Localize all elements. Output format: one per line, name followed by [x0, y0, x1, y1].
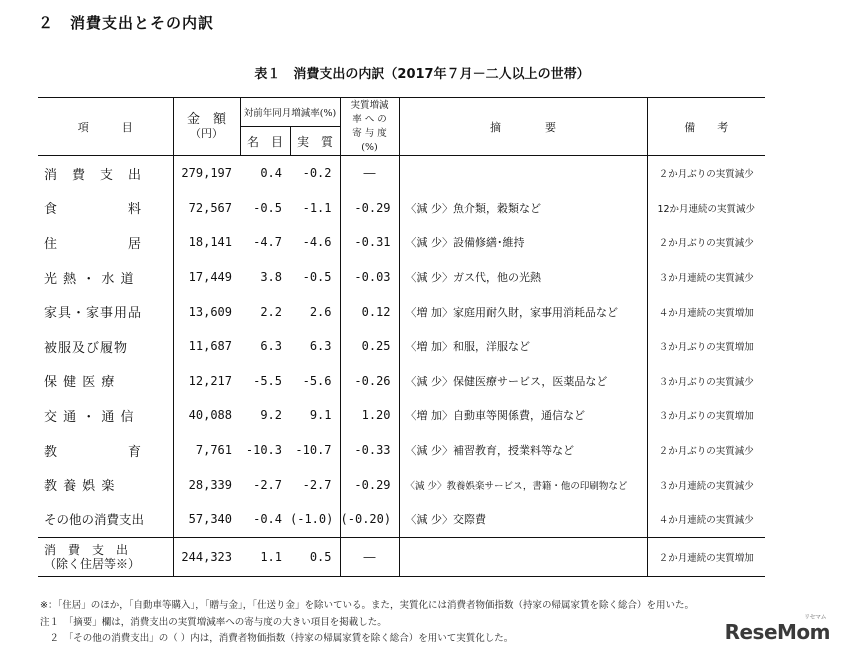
footer-summary [399, 537, 647, 576]
row-contribution: -0.31 [340, 225, 399, 260]
row-real: -5.6 [302, 373, 332, 388]
row-remarks: ３か月ぶりの実質増加 [647, 329, 765, 364]
table-caption: 表１ 消費支出の内訳（2017年７月－二人以上の世帯） [254, 67, 590, 82]
row-item: 交 通 ・ 通 信 [44, 409, 135, 425]
row-nominal: 3.8 [260, 270, 282, 285]
row-nominal: 9.2 [260, 408, 282, 423]
row-remarks: ３か月連続の実質減少 [647, 260, 765, 295]
footer-item: 消 費 支 出 （除く住居等※） [44, 542, 141, 571]
consumption-table [38, 97, 765, 577]
row-item: 保 健 医 療 [44, 375, 116, 391]
footer-nominal: 1.1 [260, 549, 282, 564]
row-summary: 〈減 少〉保健医療サービス，医薬品など [399, 364, 647, 399]
row-real: -4.6 [302, 235, 332, 250]
row-contribution: -0.29 [340, 191, 399, 226]
row-item: 教 育 [44, 444, 143, 460]
table-row [38, 467, 765, 502]
table-row [38, 364, 765, 399]
note-asterisk: ※：「住居」のほか，「自動車等購入」，「贈与金」，「仕送り金」を除いている。また，実質化には消費者物価指数（持家の帰属家賃を除く総合）を用いた。 [40, 600, 694, 611]
row-item: 光 熱 ・ 水 道 [44, 271, 135, 287]
row-remarks: ２か月ぶりの実質減少 [647, 433, 765, 468]
footer-remarks: ２か月連続の実質増加 [647, 537, 765, 576]
row-amount: 12,217 [173, 364, 240, 399]
row-real: -0.2 [302, 166, 332, 181]
row-remarks: 12か月連続の実質減少 [647, 191, 765, 226]
row-amount: 11,687 [173, 329, 240, 364]
header-nominal: 名 目 [240, 127, 290, 156]
row-remarks: ３か月ぶりの実質減少 [647, 364, 765, 399]
logo-text: ReseMom [724, 620, 830, 644]
row-contribution: 0.12 [340, 294, 399, 329]
row-nominal: -10.3 [245, 443, 282, 458]
row-item: 消 費 支 出 [44, 167, 143, 183]
row-nominal: -0.5 [253, 200, 282, 215]
row-real: -1.1 [302, 200, 332, 215]
row-item: 被服及び履物 [44, 340, 129, 356]
row-remarks: ２か月ぶりの実質減少 [647, 225, 765, 260]
header-amount: 金 額 （円） [173, 98, 240, 156]
table-row [38, 502, 765, 537]
row-nominal: -2.7 [253, 477, 282, 492]
row-remarks: ２か月ぶりの実質減少 [647, 156, 765, 191]
row-amount: 13,609 [173, 294, 240, 329]
table-row [38, 156, 765, 191]
footer-real: 0.5 [309, 549, 332, 564]
row-amount: 72,567 [173, 191, 240, 226]
header-item: 項 目 [38, 98, 173, 156]
note-1: 注１ 「摘要」欄は，消費支出の実質増減率への寄与度の大きい項目を掲載した。 [40, 617, 387, 628]
row-contribution: -0.03 [340, 260, 399, 295]
row-real: -0.5 [302, 270, 332, 285]
row-item: 住 居 [44, 236, 143, 252]
row-remarks: ３か月連続の実質減少 [647, 467, 765, 502]
note-2: ２ 「その他の消費支出」の（ ）内は，消費者物価指数（持家の帰属家賃を除く総合）を用いて実質化した。 [40, 633, 514, 644]
table-row [38, 260, 765, 295]
row-nominal: 2.2 [260, 304, 282, 319]
row-amount: 40,088 [173, 398, 240, 433]
row-real: -2.7 [302, 477, 332, 492]
logo-ruby: リセマム [804, 614, 826, 621]
row-summary: 〈増 加〉家庭用耐久財，家事用消耗品など [399, 294, 647, 329]
row-contribution: -0.26 [340, 364, 399, 399]
row-summary: 〈減 少〉交際費 [399, 502, 647, 537]
row-real: 9.1 [309, 408, 332, 423]
resemom-logo [724, 614, 830, 644]
footer-contribution: ― [340, 537, 399, 576]
row-summary: 〈増 加〉自動車等関係費，通信など [399, 398, 647, 433]
row-summary: 〈増 加〉和服，洋服など [399, 329, 647, 364]
row-summary [399, 156, 647, 191]
row-item: 食 料 [44, 202, 143, 218]
table-row [38, 433, 765, 468]
row-remarks: ３か月ぶりの実質増加 [647, 398, 765, 433]
row-contribution: (-0.20) [340, 502, 399, 537]
row-summary: 〈減 少〉補習教育，授業料等など [399, 433, 647, 468]
header-real: 実 質 [290, 127, 340, 156]
table-row [38, 294, 765, 329]
table-row [38, 329, 765, 364]
header-contribution: 実質増減 率 へ の 寄 与 度 (%) [340, 98, 399, 156]
row-contribution: -0.33 [340, 433, 399, 468]
row-real: -10.7 [295, 443, 332, 458]
header-yoy: 対前年同月増減率(%) [240, 98, 340, 127]
header-remarks: 備 考 [647, 98, 765, 156]
row-nominal: 6.3 [260, 339, 282, 354]
row-amount: 279,197 [173, 156, 240, 191]
row-nominal: -4.7 [253, 235, 282, 250]
table-row [38, 225, 765, 260]
row-summary: 〈減 少〉魚介類，穀類など [399, 191, 647, 226]
row-remarks: ４か月連続の実質増加 [647, 294, 765, 329]
table-row-excl-housing [38, 537, 765, 576]
row-summary: 〈減 少〉設備修繕･維持 [399, 225, 647, 260]
row-real: 6.3 [309, 339, 332, 354]
row-summary: 〈減 少〉ガス代，他の光熱 [399, 260, 647, 295]
section-title: ２ 消費支出とその内訳 [38, 14, 215, 32]
row-nominal: -0.4 [253, 512, 282, 527]
table-row [38, 191, 765, 226]
row-amount: 7,761 [173, 433, 240, 468]
table-row [38, 398, 765, 433]
row-contribution: 0.25 [340, 329, 399, 364]
row-remarks: ４か月連続の実質減少 [647, 502, 765, 537]
row-amount: 18,141 [173, 225, 240, 260]
row-contribution: 1.20 [340, 398, 399, 433]
row-item: 家具・家事用品 [44, 306, 143, 322]
row-item: その他の消費支出 [44, 512, 145, 528]
row-amount: 17,449 [173, 260, 240, 295]
row-real: (-1.0) [290, 512, 334, 527]
row-nominal: -5.5 [253, 373, 282, 388]
row-item: 教 養 娯 楽 [44, 479, 116, 495]
row-amount: 28,339 [173, 467, 240, 502]
row-real: 2.6 [309, 304, 332, 319]
row-summary: 〈減 少〉教養娯楽サービス，書籍・他の印刷物など [399, 467, 647, 502]
footer-amount: 244,323 [173, 537, 240, 576]
row-contribution: -0.29 [340, 467, 399, 502]
row-contribution: ― [340, 156, 399, 191]
row-amount: 57,340 [173, 502, 240, 537]
row-nominal: 0.4 [260, 166, 282, 181]
header-summary: 摘 要 [399, 98, 647, 156]
